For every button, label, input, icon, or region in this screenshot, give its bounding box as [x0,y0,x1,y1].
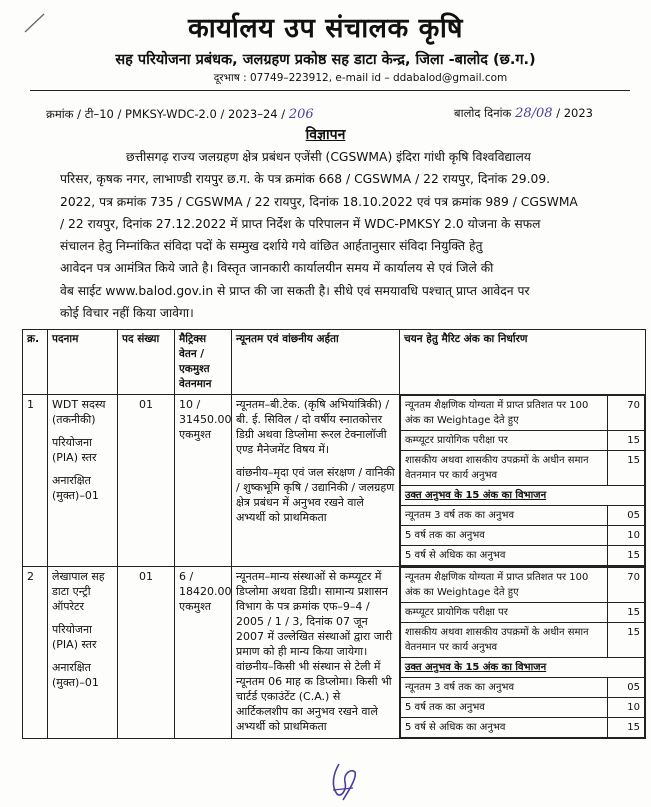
pay-level: 10 / [179,398,201,411]
experience-title-row [401,486,645,506]
row-qualification [232,567,400,739]
experience-row [401,678,645,698]
merit-row [401,623,645,658]
body-line: कोई विचार नहीं किया जावेगा। [60,306,194,321]
signature [325,760,365,804]
experience-label: न्यूनतम 3 वर्ष तक का अनुभव [401,506,608,526]
merit-marks: 15 [608,603,645,623]
pay-type: एकमुश्त [179,600,212,613]
experience-label: 5 वर्ष तक का अनुभव [401,526,608,546]
header-pay: मैट्रिक्स वेतन / एकमुश्त वेतनमान [175,330,232,395]
merit-label: शासकीय अथवा शासकीय उपक्रमों के अधीन समान वेतनमान पर कार्य अनुभव [401,623,608,658]
pay-level: 6 / [179,570,194,583]
table-header-row [23,330,646,395]
row-count: 01 [118,567,175,739]
min-qualification: न्यूनतम–बी.टेक. (कृषि अभियांत्रिकी) / बी. ई. सिविल / दो वर्षीय स्नातकोत्तर डिग्री अथवा डिप्लोमा रूरल टेक्नालॉजी एण्ड मैनेजमेंट विषय में। [236,398,390,456]
merit-row [401,603,645,623]
body-line: वेब साईट www.balod.gov.in से प्राप्त की जा सकती है। सीधे एवं समयावधि पश्चात् प्राप्त आवेदन पर [60,283,530,298]
pay-amount: 31450.00 [179,413,232,426]
post-name: WDT सदस्य (तकनीकी) [52,398,106,426]
post-reservation: अनारक्षित (मुक्त)–01 [52,661,99,689]
header-qualification: न्यूनतम एवं वांछनीय अर्हता [232,330,400,395]
date-prefix: बालोद दिनांक [454,106,512,120]
merit-marks: 15 [608,431,645,451]
experience-marks: 15 [608,718,645,738]
reference-number [46,107,314,122]
body-line: परिसर, कृषक नगर, लाभाण्डी रायपुर छ.ग. के पत्र क्रमांक 668 / CGSWMA / 22 रायपुर, दिनांक 29.09. [60,172,551,187]
post-level: परियोजना (PIA) स्तर [52,436,97,464]
merit-label: शासकीय अथवा शासकीय उपक्रमों के अधीन समान वेतनमान पर कार्य अनुभव [401,451,608,486]
header-sno: क्र. [23,330,48,395]
experience-label: 5 वर्ष से अधिक का अनुभव [401,718,608,738]
merit-marks: 70 [608,396,645,431]
row-post [48,567,118,739]
notice-title: विज्ञापन [305,127,346,143]
reference-prefix: क्रमांक / टी–10 / PMKSY-WDC-2.0 / 2023–24 / [46,107,286,121]
date-month: 08 [536,106,553,121]
experience-label: 5 वर्ष से अधिक का अनुभव [401,546,608,566]
notice-body [60,146,638,324]
office-subtitle: सह परियोजना प्रबंधक, जलग्रहण प्रकोष्ठ सह डाटा केन्द्र, जिला -बालोद (छ.ग.) [115,52,536,68]
table-row [23,567,646,739]
row-sno: 1 [23,395,48,567]
table-row [23,395,646,567]
experience-row [401,526,645,546]
pay-amount: 18420.00 [179,585,232,598]
merit-marks: 15 [608,451,645,486]
experience-title-row [401,658,645,678]
desired-qualification: वांछनीय–किसी भी संस्थान से टेली में न्यूनतम 06 माह क डिप्लोमा। किसी भी चार्टर्ड एकाउंटेंट (C.A.) से आर्टिकलशीप का अनुभव रखने वाले अभ्यर्थी को प्राथमिकता [236,660,392,733]
row-qualification [232,395,400,567]
merit-table [400,395,645,566]
office-title: कार्यालय उप संचालक कृषि [188,13,463,44]
vacancy-table [22,329,646,739]
merit-label: कम्प्यूटर प्रायोगिक परीक्षा पर [401,431,608,451]
merit-row [401,451,645,486]
merit-marks: 70 [608,568,645,603]
reference-handwritten-number: 206 [288,107,314,122]
merit-marks: 15 [608,623,645,658]
experience-marks: 10 [608,698,645,718]
phone-text: दूरभाष : 07749–223912, [213,72,333,84]
experience-marks: 10 [608,526,645,546]
body-line: संचालन हेतु निम्नांकित संविदा पदों के सम्मुख दर्शाये गये वांछित आर्हतानुसार संविदा नियुक्ति हेतु [60,239,483,254]
body-line: 2022, पत्र क्रमांक 735 / CGSWMA / 22 रायपुर, दिनांक 18.10.2022 एवं पत्र क्रमांक 989 / CGSWMA [60,194,578,209]
row-post [48,395,118,567]
header-merit: चयन हेतु मैरिट अंक का निर्धारण [400,330,646,395]
experience-label: न्यूनतम 3 वर्ष तक का अनुभव [401,678,608,698]
pay-type: एकमुश्त [179,428,212,441]
merit-label: कम्प्यूटर प्रायोगिक परीक्षा पर [401,603,608,623]
experience-marks: 15 [608,546,645,566]
experience-marks: 05 [608,506,645,526]
date-slash: / [531,106,536,121]
experience-marks: 05 [608,678,645,698]
email-text: e-mail id – ddabalod@gmail.com [335,72,508,84]
experience-row [401,546,645,566]
post-reservation: अनारक्षित (मुक्त)–01 [52,474,99,502]
experience-title: उक्त अनुभव के 15 अंक का विभाजन [401,486,645,506]
date-year: / 2023 [556,106,593,120]
body-line: आवेदन पत्र आमंत्रित किये जाते है। विस्तृत जानकारी कार्यालयीन समय में कार्यालय से एवं जिले की [60,261,494,276]
row-pay [175,395,232,567]
post-name: लेखापाल सह डाटा एन्ट्री ऑपरेटर [52,570,105,613]
header-count: पद संख्या [118,330,175,395]
header-post: पदनाम [48,330,118,395]
date-day: 28 [515,106,532,121]
issue-date [454,106,593,121]
merit-row [401,568,645,603]
merit-table [400,567,645,738]
experience-label: 5 वर्ष तक का अनुभव [401,698,608,718]
row-merit [400,567,646,739]
experience-row [401,506,645,526]
row-count: 01 [118,395,175,567]
merit-label: न्यूनतम शैक्षणिक योग्यता में प्राप्त प्रतिशत पर 100 अंक का Weightage देते हुए [401,396,608,431]
experience-row [401,718,645,738]
merit-label: न्यूनतम शैक्षणिक योग्यता में प्राप्त प्रतिशत पर 100 अंक का Weightage देते हुए [401,568,608,603]
desired-qualification: वांछनीय–मृदा एवं जल संरक्षण / वानिकी / शुष्कभूमि कृषि / उद्यानिकी / जलग्रहण क्षेत्र प्रबंधन में अनुभव रखने वाले अभ्यर्थी को प्राथमिकता [236,466,395,524]
experience-title: उक्त अनुभव के 15 अंक का विभाजन [401,658,645,678]
merit-row [401,431,645,451]
merit-row [401,396,645,431]
row-pay [175,567,232,739]
header-divider [30,90,630,91]
row-sno: 2 [23,567,48,739]
experience-row [401,698,645,718]
post-level: परियोजना (PIA) स्तर [52,623,97,651]
contact-line [0,71,651,85]
body-line: छत्तीसगढ़ राज्य जलग्रहण क्षेत्र प्रबंधन एजेंसी (CGSWMA) इंदिरा गांधी कृषि विश्वविद्यालय [126,150,531,164]
row-merit [400,395,646,567]
body-line: / 22 रायपुर, दिनांक 27.12.2022 में प्राप्त निर्देश के परिपालन में WDC-PMKSY 2.0 योजना के सफल [60,216,541,231]
min-qualification: न्यूनतम–मान्य संस्थाओं से कम्प्यूटर में डिप्लोमा अथवा डिग्री। सामान्य प्रशासन विभाग के पत्र क्रमांक एफ–9–4 / 2005 / 1 / 3, दिनांक 07 जून 2007 में उल्लेखित संस्थाओं द्वारा जारी प्रमाण को ही मान्य किया जायेगा। [236,570,393,658]
